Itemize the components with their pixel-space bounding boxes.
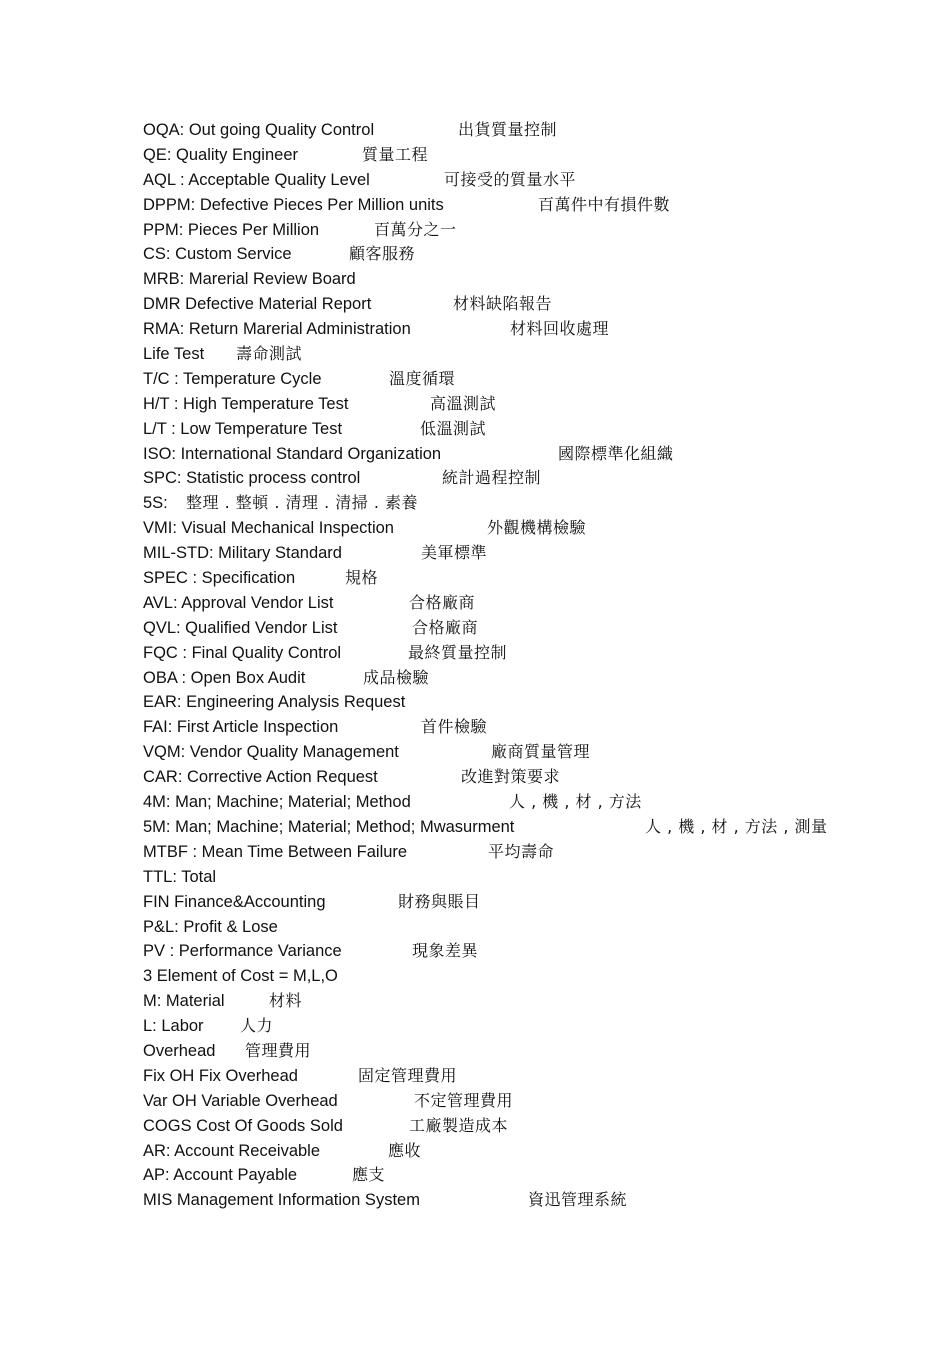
glossary-row: [143, 840, 923, 865]
term-chinese: 廠商質量管理: [491, 742, 591, 762]
term-english: DMR Defective Material Report: [143, 295, 372, 314]
term-chinese: 外觀機構檢驗: [487, 518, 587, 538]
term-chinese: 國際標準化組織: [558, 443, 674, 463]
glossary-row: [143, 641, 923, 666]
term-chinese: 整理 . 整頓 . 清理 . 清掃 . 素養: [186, 493, 419, 513]
term-chinese: 成品檢驗: [363, 667, 430, 687]
glossary-row: [143, 218, 923, 243]
term-chinese: 質量工程: [362, 144, 429, 164]
term-english: MIS Management Information System: [143, 1191, 420, 1210]
glossary-row: [143, 143, 923, 168]
term-chinese: 溫度循環: [389, 368, 456, 388]
term-english: MRB: Marerial Review Board: [143, 270, 356, 289]
term-english: 3 Element of Cost = M,L,O: [143, 967, 338, 986]
glossary-row: [143, 790, 923, 815]
glossary-row: [143, 1039, 923, 1064]
term-english: AVL: Approval Vendor List: [143, 593, 334, 612]
glossary-row: [143, 964, 923, 989]
glossary-row: [143, 865, 923, 890]
term-english: EAR: Engineering Analysis Request: [143, 693, 406, 712]
term-chinese: 規格: [345, 568, 379, 588]
glossary-row: [143, 417, 923, 442]
glossary-row: [143, 666, 923, 691]
term-english: 4M: Man; Machine; Material; Method: [143, 793, 411, 812]
glossary-row: [143, 939, 923, 964]
term-english: Var OH Variable Overhead: [143, 1091, 338, 1110]
term-english: Overhead: [143, 1041, 216, 1060]
glossary-row: [143, 168, 923, 193]
term-chinese: 可接受的質量水平: [444, 169, 577, 189]
term-english: M: Material: [143, 992, 225, 1011]
term-english: L/T : Low Temperature Test: [143, 419, 343, 438]
glossary-row: [143, 765, 923, 790]
glossary-row: [143, 193, 923, 218]
term-chinese: 人 , 機 , 材 , 方法: [509, 792, 642, 812]
term-chinese: 材料回收處理: [510, 319, 610, 339]
term-english: FIN Finance&Accounting: [143, 892, 326, 911]
glossary-row: [143, 342, 923, 367]
glossary-row: [143, 740, 923, 765]
term-english: P&L: Profit & Lose: [143, 917, 278, 936]
glossary-row: [143, 118, 923, 143]
term-english: AR: Account Receivable: [143, 1141, 321, 1160]
term-english: CS: Custom Service: [143, 245, 292, 264]
term-english: SPEC : Specification: [143, 569, 296, 588]
term-english: AP: Account Payable: [143, 1166, 298, 1185]
term-english: TTL: Total: [143, 867, 217, 886]
glossary-row: [143, 690, 923, 715]
term-chinese: 高溫測試: [430, 393, 497, 413]
glossary-row: [143, 1064, 923, 1089]
glossary-row: [143, 267, 923, 292]
term-chinese: 工廠製造成本: [409, 1115, 509, 1135]
glossary-row: [143, 566, 923, 591]
term-chinese: 壽命測試: [236, 344, 303, 364]
glossary-row: [143, 442, 923, 467]
glossary-row: [143, 890, 923, 915]
term-english: PPM: Pieces Per Million: [143, 220, 320, 239]
glossary-list: [143, 118, 923, 1213]
term-chinese: 低溫測試: [420, 418, 487, 438]
term-chinese: 現象差異: [412, 941, 479, 961]
term-chinese: 顧客服務: [349, 244, 416, 264]
term-english: COGS Cost Of Goods Sold: [143, 1116, 343, 1135]
term-chinese: 合格廠商: [412, 617, 479, 637]
term-english: OQA: Out going Quality Control: [143, 121, 375, 139]
term-english: Fix OH Fix Overhead: [143, 1066, 298, 1085]
glossary-row: [143, 392, 923, 417]
term-chinese: 材料缺陷報告: [453, 294, 553, 314]
term-english: H/T : High Temperature Test: [143, 394, 349, 413]
term-chinese: 百萬分之一: [374, 219, 457, 239]
glossary-row: [143, 1188, 923, 1213]
term-english: QE: Quality Engineer: [143, 145, 298, 164]
term-english: AQL : Acceptable Quality Level: [143, 170, 370, 189]
glossary-row: [143, 715, 923, 740]
term-english: PV : Performance Variance: [143, 942, 342, 961]
glossary-row: [143, 591, 923, 616]
term-english: FQC : Final Quality Control: [143, 643, 342, 662]
glossary-row: [143, 541, 923, 566]
glossary-row: [143, 915, 923, 940]
term-english: 5M: Man; Machine; Material; Method; Mwasurment: [143, 817, 515, 836]
glossary-row: [143, 1089, 923, 1114]
term-english: QVL: Qualified Vendor List: [143, 618, 338, 637]
term-chinese: 資迅管理系統: [528, 1190, 628, 1210]
glossary-row: [143, 815, 923, 840]
glossary-row: [143, 466, 923, 491]
term-chinese: 最終質量控制: [408, 642, 508, 662]
term-chinese: 財務與賬目: [398, 891, 481, 911]
term-chinese: 改進對策要求: [461, 767, 561, 787]
term-english: VMI: Visual Mechanical Inspection: [143, 519, 394, 538]
term-english: L: Labor: [143, 1017, 204, 1036]
glossary-row: [143, 989, 923, 1014]
term-english: MIL-STD: Military Standard: [143, 544, 342, 563]
term-chinese: 美軍標準: [421, 543, 488, 563]
term-chinese: 平均壽命: [488, 841, 555, 861]
term-chinese: 材料: [269, 991, 303, 1011]
term-chinese: 人力: [240, 1016, 274, 1036]
term-english: ISO: International Standard Organization: [143, 444, 442, 463]
term-chinese: 應支: [352, 1165, 386, 1185]
term-english: T/C : Temperature Cycle: [143, 369, 322, 388]
term-english: 5S:: [143, 494, 168, 513]
term-chinese: 管理費用: [245, 1040, 312, 1060]
glossary-row: [143, 491, 923, 516]
term-english: MTBF : Mean Time Between Failure: [143, 842, 408, 861]
term-chinese: 百萬件中有損件數: [538, 194, 671, 214]
glossary-row: [143, 516, 923, 541]
term-english: Life Test: [143, 345, 205, 364]
glossary-row: [143, 242, 923, 267]
term-chinese: 合格廠商: [409, 592, 476, 612]
term-chinese: 應收: [388, 1140, 422, 1160]
term-english: OBA : Open Box Audit: [143, 668, 306, 687]
term-english: CAR: Corrective Action Request: [143, 768, 378, 787]
term-english: FAI: First Article Inspection: [143, 718, 339, 737]
glossary-row: [143, 317, 923, 342]
term-chinese: 出貨質量控制: [458, 120, 558, 139]
glossary-row: [143, 292, 923, 317]
glossary-row: [143, 1139, 923, 1164]
term-chinese: 固定管理費用: [358, 1065, 458, 1085]
term-english: RMA: Return Marerial Administration: [143, 320, 411, 339]
glossary-row: [143, 1114, 923, 1139]
term-chinese: 不定管理費用: [414, 1090, 514, 1110]
term-english: DPPM: Defective Pieces Per Million units: [143, 195, 444, 214]
glossary-row: [143, 367, 923, 392]
glossary-row: [143, 616, 923, 641]
term-english: SPC: Statistic process control: [143, 469, 361, 488]
term-chinese: 統計過程控制: [442, 468, 542, 488]
term-chinese: 首件檢驗: [421, 717, 488, 737]
glossary-row: [143, 1014, 923, 1039]
term-english: VQM: Vendor Quality Management: [143, 743, 399, 762]
term-chinese: 人 , 機 , 材 , 方法 , 測量: [645, 816, 828, 836]
glossary-row: [143, 1163, 923, 1188]
